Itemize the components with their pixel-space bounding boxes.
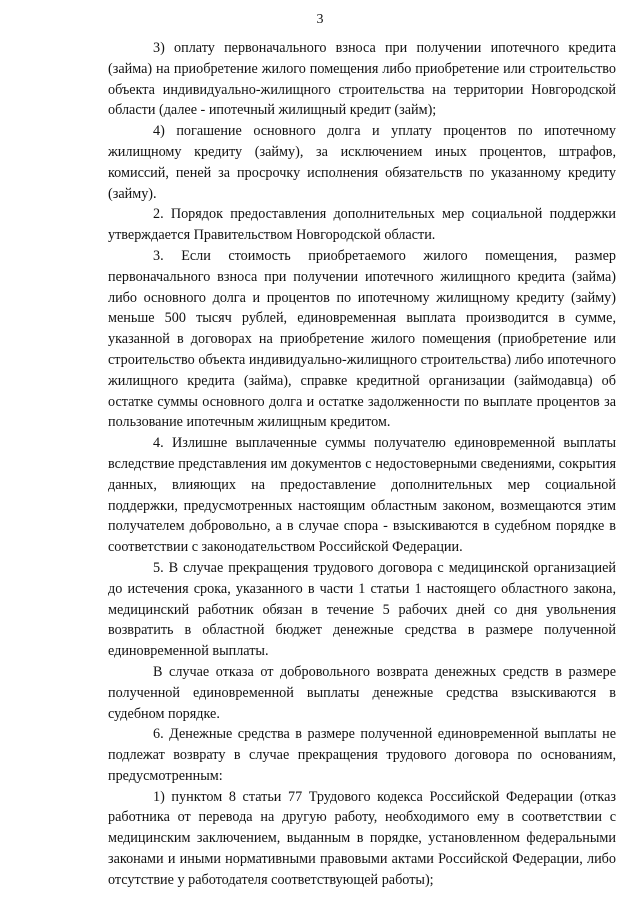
page-number: 3: [316, 12, 324, 27]
paragraph-item-1-article-77: 1) пунктом 8 статьи 77 Трудового кодекса Российской Федерации (отказ работника от перевода на другую работу, необходимого ему в соответствии с медицинским заключением, выданным в порядке, установленном федеральными законами и иными нормативными правовыми актами Российской Федерации, либо отсутствие у работодателя соответствующей работы);: [108, 788, 616, 888]
paragraph-clause-5: 5. В случае прекращения трудового договора с медицинской организацией до истечения срока, указанного в части 1 статьи 1 настоящего областного закона, медицинский работник обязан в течение 5 рабочих дней со дня увольнения возвратить в областной бюджет денежные средства в размере полученной единовременной выплаты.: [108, 559, 616, 660]
paragraph-clause-3: 3. Если стоимость приобретаемого жилого помещения, размер первоначального взноса при получении ипотечного жилищного кредита (займа) либо основного долга и процентов по ипотечному жилищному кредиту (займу) меньше 500 тысяч рублей, единовременная выплата производится в сумме, указанной в договорах на приобретение жилого помещения (приобретение или строительство объекта индивидуально-жилищного строительства) либо ипотечного жилищного кредита (займа), справке кредитной организации (займодавца) об остатке суммы основного долга и остатке задолженности по выплате процентов за пользование ипотечным жилищным кредитом.: [108, 247, 616, 431]
paragraph-item-4-debt-repayment: 4) погашение основного долга и уплату процентов по ипотечному жилищному кредиту (займу), за исключением иных процентов, штрафов, комиссий, пеней за просрочку исполнения обязательств по указанному кредиту (займу).: [108, 123, 616, 202]
paragraph-clause-2: 2. Порядок предоставления дополнительных мер социальной поддержки утверждается Правительством Новгородской области.: [108, 206, 616, 244]
paragraph-clause-4: 4. Излишне выплаченные суммы получателю единовременной выплаты вследствие представления им документов с недостоверными сведениями, сокрытия данных, влияющих на предоставление дополнительных мер социальной поддержки, предусмотренных настоящим областным законом, возмещаются этим получателем добровольно, а в случае спора - взыскиваются в судебном порядке в соответствии с законодательством Российской Федерации.: [108, 435, 616, 556]
document-body: [108, 38, 616, 891]
paragraph-refusal-recovery: В случае отказа от добровольного возврата денежных средств в размере полученной единовременной выплаты денежные средства взыскиваются в судебном порядке.: [108, 663, 616, 722]
paragraph-clause-6: 6. Денежные средства в размере полученной единовременной выплаты не подлежат возврату в случае прекращения трудового договора по основаниям, предусмотренным:: [108, 726, 616, 784]
paragraph-item-3-down-payment: 3) оплату первоначального взноса при получении ипотечного кредита (займа) на приобретение жилого помещения либо приобретение или строительство объекта индивидуально-жилищного строительства на территории Новгородской области (далее - ипотечный жилищный кредит (займ);: [108, 40, 616, 119]
